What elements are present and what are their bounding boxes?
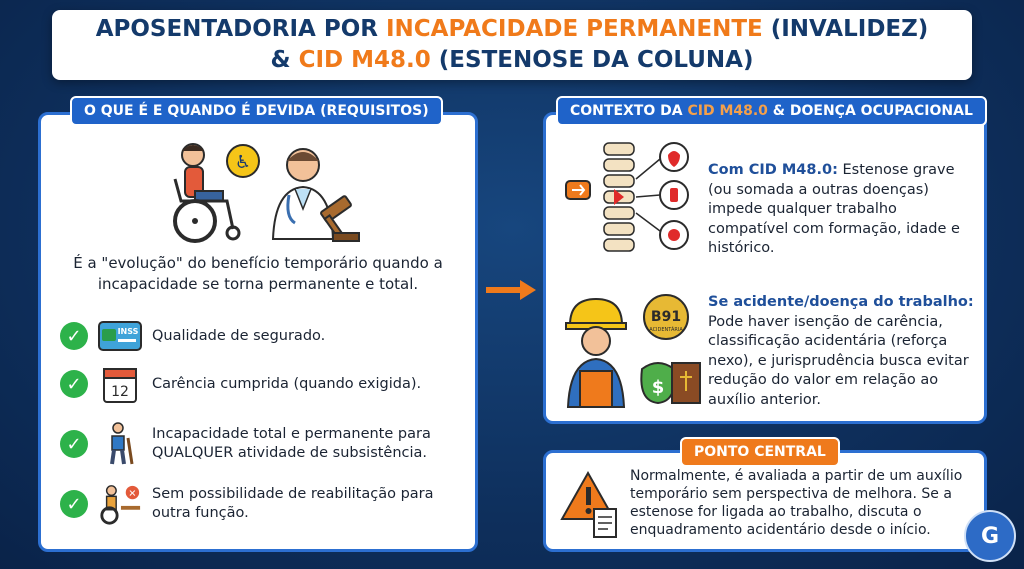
check-icon: ✓ <box>60 370 88 398</box>
svg-text:INSS: INSS <box>117 327 139 336</box>
benefit-intro-text: É a "evolução" do benefício temporário quando a incapacidade se torna permanente e total. <box>73 254 443 293</box>
svg-text:B91: B91 <box>650 309 682 325</box>
check-icon: ✓ <box>60 490 88 518</box>
svg-text:12: 12 <box>111 384 129 400</box>
key-point-text: Normalmente, é avaliada a partir de um auxílio temporário sem perspectiva de melhora. Se a estenose for ligada ao trabalho, discuta o enquadramento acidentário desde o início. <box>630 468 963 538</box>
requirement-item: ✓ 12 Carência cumprida (quando exigida). <box>60 364 452 404</box>
disabled-person-doctor-illustration <box>161 139 361 245</box>
requirement-item: ✓ INSS Qualidade de segurado. <box>60 316 442 356</box>
svg-text:✕: ✕ <box>128 488 137 500</box>
page-title: APOSENTADORIA POR INCAPACIDADE PERMANENTE (INVALIDEZ) & CID M48.0 (ESTENOSE DA COLUNA) <box>52 10 972 80</box>
worker-b91-illustration <box>562 291 704 409</box>
warning-icon <box>560 469 620 539</box>
requirements-heading: O QUE É E QUANDO É DEVIDA (REQUISITOS) <box>70 96 443 126</box>
brand-logo[interactable]: G <box>964 510 1016 562</box>
svg-text:♿: ♿ <box>234 152 252 173</box>
context-panel <box>543 112 987 424</box>
inss-card-icon <box>98 316 142 356</box>
cid-context-text: Com CID M48.0: Estenose grave (ou somada a outras doenças) impede qualquer trabalho compatível com formação, idade e histórico. <box>708 162 960 256</box>
requirement-item: ✓ ✕ Sem possibilidade de reabilitação para outra função. <box>60 484 452 524</box>
wheelchair-desk-icon <box>98 484 142 524</box>
walking-person-icon <box>98 424 142 464</box>
context-heading: CONTEXTO DA CID M48.0 & DOENÇA OCUPACIONAL <box>556 96 987 126</box>
svg-text:ACIDENTÁRIA: ACIDENTÁRIA <box>649 327 683 333</box>
svg-text:$: $ <box>651 377 665 398</box>
key-point-heading: PONTO CENTRAL <box>680 437 840 467</box>
check-icon: ✓ <box>60 322 88 350</box>
check-icon: ✓ <box>60 430 88 458</box>
spine-stenosis-illustration <box>564 139 704 255</box>
work-accident-text: Se acidente/doença do trabalho: Pode haver isenção de carência, classificação acidentária (reforça nexo), e jurisprudência busca evitar redução do valor em relação ao auxílio anterior. <box>708 294 974 408</box>
calendar-icon <box>98 364 142 404</box>
requirement-item: ✓ Incapacidade total e permanente para QUALQUER atividade de subsistência. <box>60 424 462 464</box>
arrow-right-icon <box>486 280 536 300</box>
